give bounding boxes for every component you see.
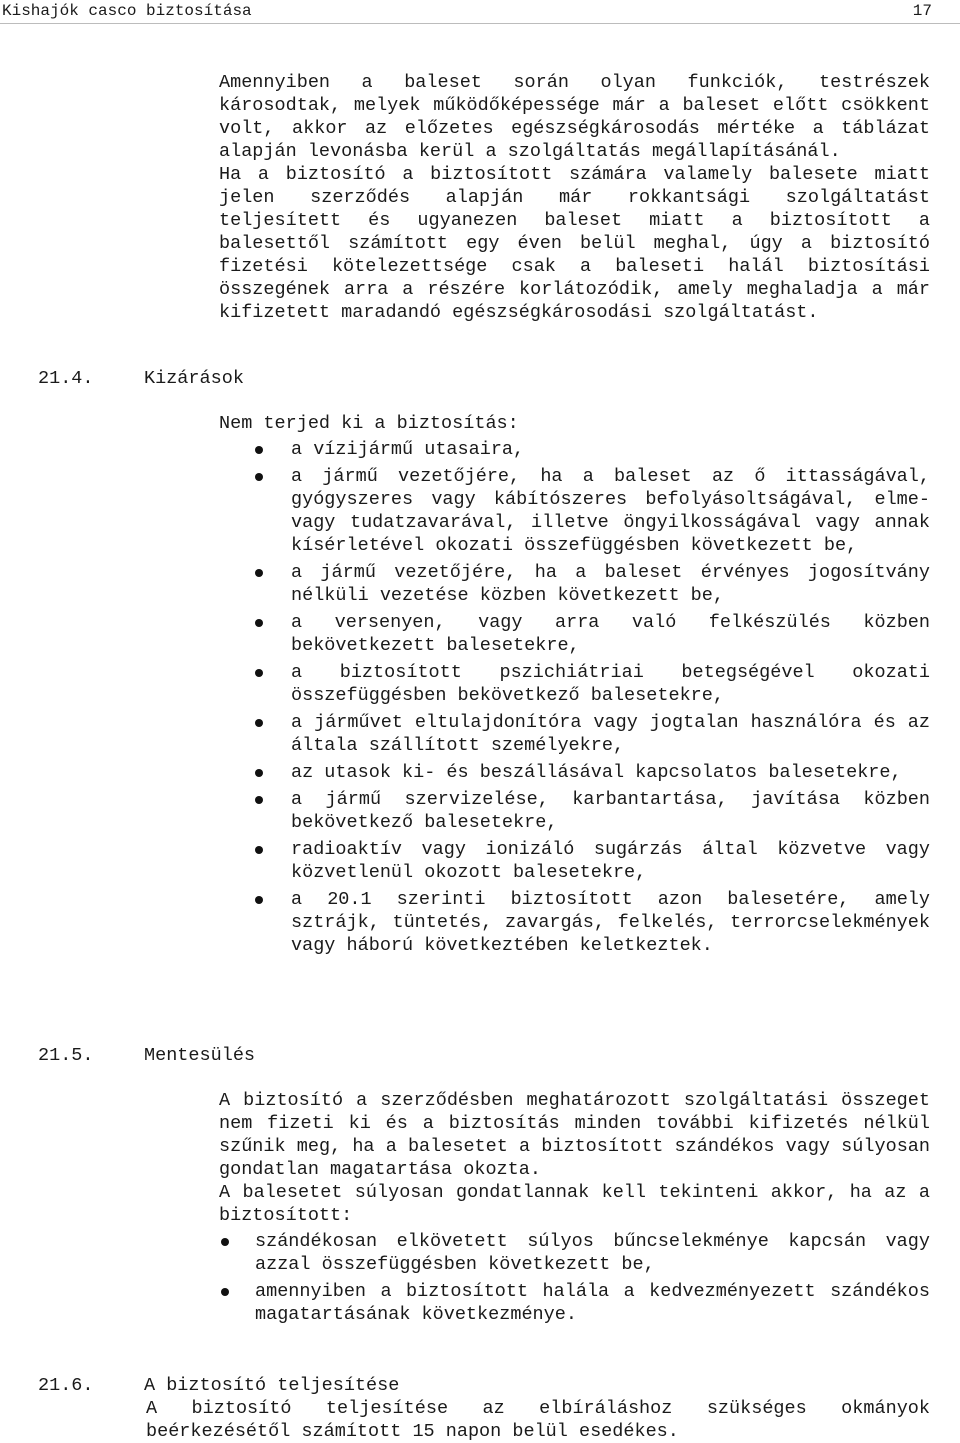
bullet-icon: [255, 719, 263, 727]
list-item: a biztosított pszichiátriai betegségével okozati összefüggésben bekövetkező balesetekre,: [219, 661, 930, 707]
section-title: Kizárások: [144, 368, 244, 389]
header-divider: [0, 23, 960, 24]
exemption-paragraph-2: A balesetet súlyosan gondatlannak kell tekinteni akkor, ha az a biztosított:: [219, 1182, 930, 1226]
bullet-icon: [255, 896, 263, 904]
exemption-list: [219, 1230, 930, 1326]
exclusions-lead: Nem terjed ki a biztosítás:: [219, 413, 519, 434]
list-item: a versenyen, vagy arra való felkészülés közben bekövetkezett balesetekre,: [219, 611, 930, 657]
performance-paragraph: A biztosító teljesítése az elbíráláshoz szükséges okmányok beérkezésétől számított 15 napon belül esedékes.: [146, 1398, 930, 1442]
list-item: a járművet eltulajdonítóra vagy jogtalan használóra és az általa szállított személyekre,: [219, 711, 930, 757]
bullet-icon: [255, 846, 263, 854]
exemption-block: [219, 1089, 930, 1326]
bullet-icon: [221, 1288, 229, 1296]
bullet-icon: [221, 1238, 229, 1246]
section-title: Mentesülés: [144, 1045, 256, 1066]
exclusions-list: [219, 438, 930, 957]
list-item: a jármű vezetőjére, ha a baleset az ő ittasságával, gyógyszeres vagy kábítószeres befolyásoltságával, elme- vagy tudatzavarával, illetve öngyilkosságával vagy annak kísérletével okozati összefüggésben következett be,: [219, 465, 930, 557]
section-number: 21.5.: [38, 1045, 94, 1066]
section-heading-21-5: [38, 1044, 255, 1067]
section-heading-21-4: [38, 367, 244, 390]
section-heading-21-6: [38, 1374, 399, 1397]
section-number: 21.4.: [38, 368, 94, 389]
section-title: A biztosító teljesítése: [144, 1375, 400, 1396]
section-number: 21.6.: [38, 1375, 94, 1396]
list-item: a jármű szervizelése, karbantartása, javítása közben bekövetkező balesetekre,: [219, 788, 930, 834]
list-item: az utasok ki- és beszállásával kapcsolatos balesetekre,: [219, 761, 930, 784]
exclusions-block: [219, 412, 930, 957]
document-title: Kishajók casco biztosítása: [2, 2, 252, 20]
list-item: a 20.1 szerinti biztosított azon balesetére, amely sztrájk, tüntetés, zavargás, felkelés, terrorcselekmények vagy háború következtében keletkeztek.: [219, 888, 930, 957]
list-item: radioaktív vagy ionizáló sugárzás által közvetve vagy közvetlenül okozott balesetekre,: [219, 838, 930, 884]
list-item: a vízijármű utasaira,: [219, 438, 930, 461]
bullet-icon: [255, 473, 263, 481]
page-number: 17: [912, 2, 932, 20]
exemption-paragraph-1: A biztosító a szerződésben meghatározott szolgáltatási összeget nem fizeti ki és a biztosítás minden további kifizetés nélkül szűnik meg, ha a balesetet a biztosított szándékos vagy súlyosan gondatlan magatartása okozta.: [219, 1090, 930, 1180]
intro-block: [219, 71, 930, 324]
list-item: amennyiben a biztosított halála a kedvezményezett szándékos magatartásának következménye.: [219, 1280, 930, 1326]
bullet-icon: [255, 669, 263, 677]
performance-block: [146, 1397, 930, 1443]
bullet-icon: [255, 619, 263, 627]
bullet-icon: [255, 446, 263, 454]
bullet-icon: [255, 796, 263, 804]
page-header: [2, 1, 932, 21]
intro-paragraph-1: Amennyiben a baleset során olyan funkciók, testrészek károsodtak, melyek működőképessége már a baleset előtt csökkent volt, akkor az előzetes egészségkárosodás mértéke a táblázat alapján levonásba kerül a szolgáltatás megállapításánál.: [219, 72, 930, 162]
intro-paragraph-2: Ha a biztosító a biztosított számára valamely balesete miatt jelen szerződés alapján már rokkantsági szolgáltatást teljesített és ugyanezen baleset miatt a biztosított a balesettől számított egy éven belül meghal, úgy a biztosító fizetési kötelezettsége csak a baleseti halál biztosítási összegének arra a részére korlátozódik, amely meghaladja a már kifizetett maradandó egészségkárosodási szolgáltatást.: [219, 164, 930, 323]
list-item: a jármű vezetőjére, ha a baleset érvényes jogosítvány nélküli vezetése közben következett be,: [219, 561, 930, 607]
list-item: szándékosan elkövetett súlyos bűncselekménye kapcsán vagy azzal összefüggésben következett be,: [219, 1230, 930, 1276]
bullet-icon: [255, 769, 263, 777]
bullet-icon: [255, 569, 263, 577]
